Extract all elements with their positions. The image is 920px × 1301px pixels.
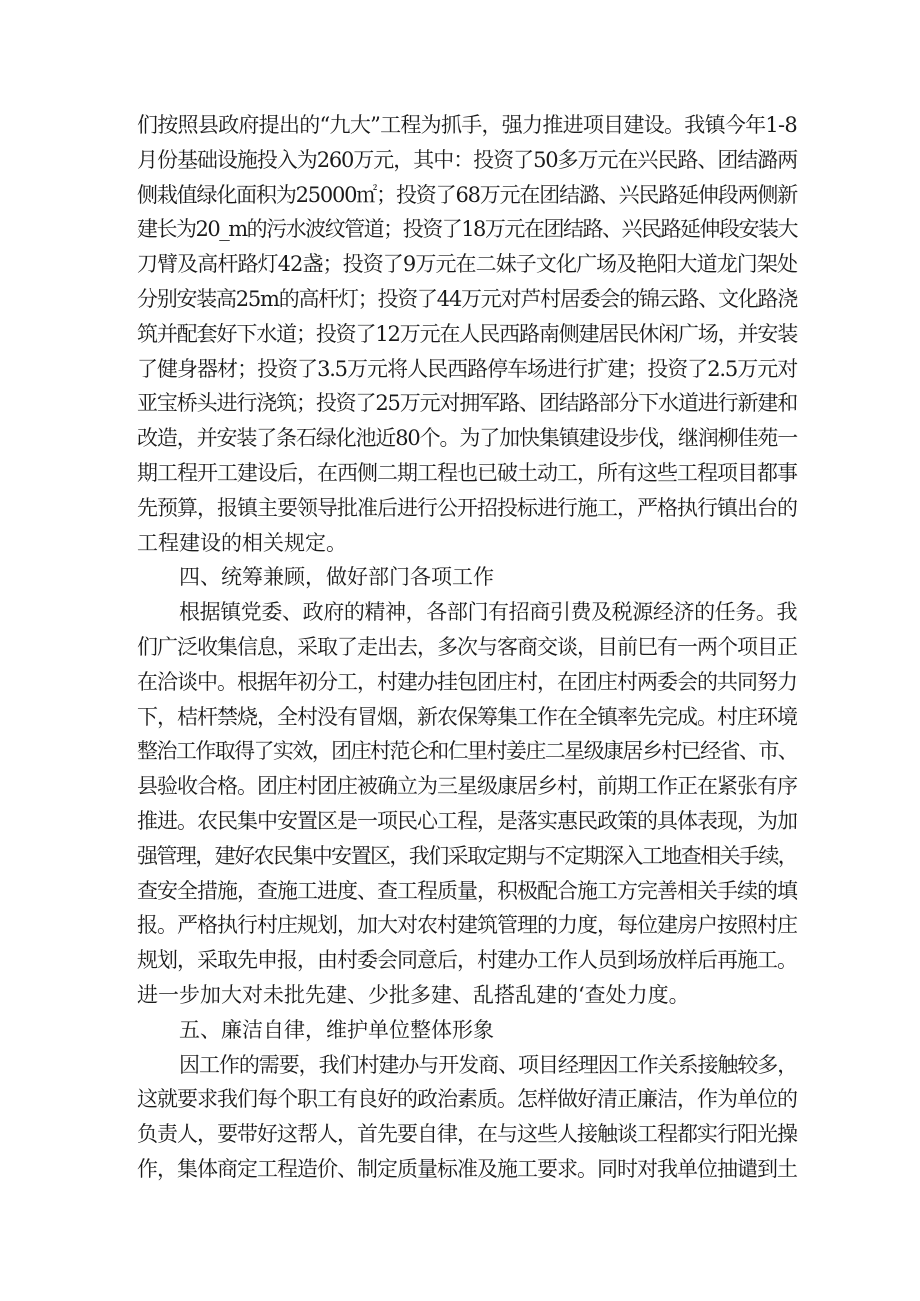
text-line: 推进。农民集中安置区是一项民心工程，是落实惠民政策的具体表现，为加 [137, 808, 797, 833]
section-heading: 五、廉洁自律，维护单位整体形象 [179, 1017, 494, 1042]
text-line: 下，桔杆禁烧，全村没有冒烟，新农保筹集工作在全镇率先完成。村庄环境 [137, 704, 797, 729]
paragraph-integrity [137, 1048, 797, 1187]
text-line: 侧栽值绿化面积为25000㎡；投资了68万元在团结潞、兴民路延伸段两侧新 [137, 182, 797, 207]
text-line: 规划，采取先申报，由村委会同意后，村建办工作人员到场放样后再施工。 [137, 948, 797, 973]
paragraph-departmental-work [137, 595, 797, 1013]
text-line: 根据镇党委、政府的精神，各部门有招商引费及税源经济的任务。我 [179, 600, 797, 625]
section-heading: 四、统筹兼顾，做好部门各项工作 [179, 565, 494, 590]
paragraph-project-construction [137, 108, 797, 560]
text-line: 月份基础设施投入为260万元，其中：投资了50多万元在兴民路、团结潞两 [137, 147, 797, 172]
text-line: 亚宝桥头进行浇筑；投资了25万元对拥军路、团结路部分下水道进行新建和 [137, 391, 797, 416]
text-line: 这就要求我们每个职工有良好的政治素质。怎样做好清正廉洁，作为单位的 [137, 1087, 797, 1112]
section-heading-four [137, 560, 797, 595]
text-line: 先预算，报镇主要领导批准后进行公开招投标进行施工，严格执行镇出台的 [137, 495, 797, 520]
text-line: 负责人，要带好这帮人，首先要自律，在与这些人接触谈工程都实行阳光操 [137, 1122, 797, 1147]
text-line: 期工程开工建设后，在西侧二期工程也已破土动工，所有这些工程项目都事 [137, 460, 797, 485]
text-line: 建长为20_m的污水波纹管道；投资了18万元在团结路、兴民路延伸段安装大 [137, 217, 797, 242]
text-line: 改造，并安装了条石绿化池近80个。为了加快集镇建设步伐，继润柳佳苑一 [137, 426, 797, 451]
text-line: 筑并配套好下水道；投资了12万元在人民西路南侧建居民休闲广场，并安装 [137, 321, 797, 346]
text-line: 工程建设的相关规定。 [137, 530, 347, 555]
section-heading-five [137, 1013, 797, 1048]
text-line: 因工作的需要，我们村建办与开发商、项目经理因工作关系接触较多， [179, 1052, 797, 1077]
text-line: 在洽谈中。根据年初分工，村建办挂包团庄村，在团庄村两委会的共同努力 [137, 669, 797, 694]
text-line: 们广泛收集信息，采取了走出去，多次与客商交谈，目前巳有一两个项目正 [137, 634, 797, 659]
text-line: 了健身器材；投资了3.5万元将人民西路停车场进行扩建；投资了2.5万元对 [137, 356, 797, 381]
text-line: 们按照县政府提出的“九大”工程为抓手，强力推进项目建设。我镇今年1-8 [137, 113, 797, 137]
text-line: 分别安装高25m的高杆灯；投资了44万元对芦村居委会的锦云路、文化路浇 [137, 286, 797, 311]
text-line: 整治工作取得了实效，团庄村范仑和仁里村姜庄二星级康居乡村已经省、市、 [137, 739, 797, 764]
text-line: 刀臂及高杆路灯42盏；投资了9万元在二妹子文化广场及艳阳大道龙门架处 [137, 252, 797, 277]
document-body [137, 108, 797, 1187]
text-line: 进一步加大对未批先建、少批多建、乱搭乱建的‘查处力度。 [137, 982, 690, 1007]
text-line: 查安全措施，查施工进度、查工程质量，积极配合施工方完善相关手续的填 [137, 878, 797, 903]
text-line: 作，集体商定工程造价、制定质量标准及施工要求。同时对我单位抽谴到土 [137, 1156, 797, 1181]
text-line: 强管理，建好农民集中安置区，我们采取定期与不定期深入工地查相关手续， [137, 843, 797, 868]
text-line: 县验收合格。团庄村团庄被确立为三星级康居乡村，前期工作正在紧张有序 [137, 774, 797, 799]
text-line: 报。严格执行村庄规划，加大对农村建筑管理的力度，每位建房户按照村庄 [137, 913, 797, 938]
